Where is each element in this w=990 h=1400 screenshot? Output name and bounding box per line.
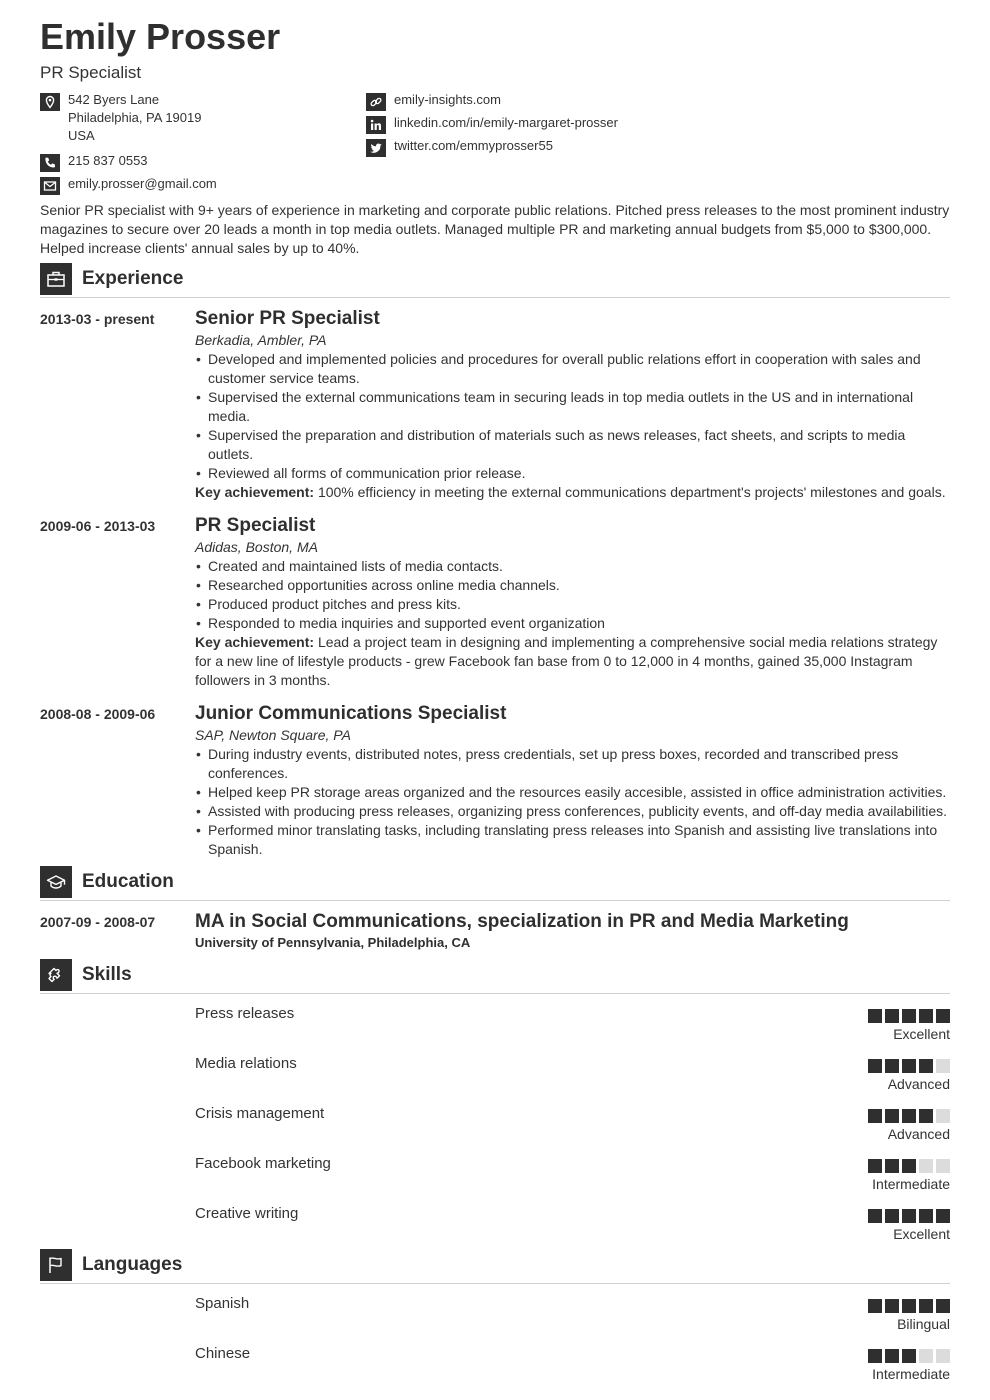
- skill-level: Advanced: [887, 1126, 950, 1142]
- rating-square: [868, 1159, 882, 1173]
- job-bullet: • Assisted with producing press releases, organizing press conferences, publicity events, and off-day media availabilities.: [195, 802, 952, 821]
- rating-square: [885, 1209, 899, 1223]
- languages-heading: Languages: [82, 1254, 183, 1275]
- job-bullets: [195, 557, 952, 633]
- job-bullet: • Responded to media inquiries and supported event organization: [195, 614, 952, 633]
- rating-square: [936, 1009, 950, 1023]
- job-company: Adidas, Boston, MA: [195, 539, 318, 555]
- skill-rating: [868, 1109, 950, 1123]
- rating-square: [936, 1159, 950, 1173]
- skill-name: Press releases: [195, 1005, 295, 1022]
- rating-square: [885, 1349, 899, 1363]
- rating-square: [902, 1059, 916, 1073]
- website-link[interactable]: emily-insights.com: [394, 92, 501, 107]
- skill-name: Facebook marketing: [195, 1155, 331, 1172]
- rating-square: [868, 1209, 882, 1223]
- rating-square: [885, 1059, 899, 1073]
- education-heading: Education: [82, 871, 174, 892]
- contact-twitter: [366, 137, 766, 157]
- rating-square: [902, 1159, 916, 1173]
- skill-rating: [868, 1059, 950, 1073]
- languages-section-header: [40, 1249, 950, 1284]
- rating-square: [919, 1059, 933, 1073]
- job-bullets: [195, 745, 952, 859]
- rating-square: [919, 1159, 933, 1173]
- skills-heading: Skills: [82, 964, 132, 985]
- contact-linkedin: [366, 114, 766, 134]
- rating-square: [919, 1349, 933, 1363]
- rating-square: [902, 1109, 916, 1123]
- rating-square: [885, 1159, 899, 1173]
- rating-square: [868, 1109, 882, 1123]
- skill-level: Intermediate: [872, 1176, 950, 1192]
- rating-square: [919, 1109, 933, 1123]
- skill-name: Media relations: [195, 1055, 297, 1072]
- rating-square: [919, 1299, 933, 1313]
- language-name: Spanish: [195, 1295, 250, 1312]
- job-bullet: • Performed minor translating tasks, including translating press releases into Spanish and assisting live translations into Spanish.: [195, 821, 952, 859]
- phone-icon: [40, 154, 60, 172]
- job-bullet: • Produced product pitches and press kits.: [195, 595, 952, 614]
- job-bullet: • Created and maintained lists of media contacts.: [195, 557, 952, 576]
- linkedin-link[interactable]: linkedin.com/in/emily-margaret-prosser: [394, 115, 618, 130]
- puzzle-icon: [40, 959, 72, 991]
- job-role: Senior PR Specialist: [195, 308, 380, 329]
- language-rating: [868, 1349, 950, 1363]
- candidate-title: PR Specialist: [40, 63, 142, 82]
- skill-name: Crisis management: [195, 1105, 325, 1122]
- profile-summary: Senior PR specialist with 9+ years of experience in marketing and corporate public relations. Pitched press releases to the most prominent industry magazines to secure over 20 leads a month in top media outlets. Managed multiple PR and marketing annual budgets from $5,000 to $300,000. Helped increase clients' annual sales by up to 40%.: [40, 202, 950, 256]
- job-bullet: • Supervised the external communications team in securing leads in top media outlets in the US and in international media.: [195, 388, 952, 426]
- job-bullet: • Researched opportunities across online media channels.: [195, 576, 952, 595]
- rating-square: [902, 1009, 916, 1023]
- flag-icon: [40, 1249, 72, 1281]
- experience-heading: Experience: [82, 268, 184, 289]
- briefcase-icon: [40, 263, 72, 295]
- language-row: [195, 1345, 950, 1389]
- rating-square: [936, 1299, 950, 1313]
- language-name: Chinese: [195, 1345, 251, 1362]
- skill-name: Creative writing: [195, 1205, 299, 1222]
- phone-text[interactable]: 215 837 0553: [68, 153, 148, 168]
- rating-square: [919, 1209, 933, 1223]
- contact-website: [366, 91, 766, 111]
- skill-row: [195, 1205, 950, 1249]
- language-row: [195, 1295, 950, 1339]
- contact-left: [40, 91, 340, 195]
- rating-square: [885, 1299, 899, 1313]
- key-achievement-text: Lead a project team in designing and implementing a comprehensive social media relations strategy for a new line of lifestyle products - grew Facebook fan base from 0 to 12,000 in 4 months, gained 35,000 Instagram followers in 3 months.: [195, 634, 938, 688]
- contact-email: [40, 175, 340, 195]
- address-line-2: Philadelphia, PA 19019: [68, 110, 202, 125]
- education-dates: 2007-09 - 2008-07: [40, 914, 156, 930]
- map-pin-icon: [40, 93, 60, 111]
- skill-rating: [868, 1209, 950, 1223]
- skill-row: [195, 1055, 950, 1099]
- skill-rating: [868, 1009, 950, 1023]
- address-line-3: USA: [68, 128, 95, 143]
- skill-row: [195, 1005, 950, 1049]
- rating-square: [868, 1009, 882, 1023]
- email-text[interactable]: emily.prosser@gmail.com: [68, 176, 217, 191]
- envelope-icon: [40, 177, 60, 195]
- job-role: Junior Communications Specialist: [195, 703, 507, 724]
- job-dates: 2009-06 - 2013-03: [40, 518, 156, 534]
- job-bullet: • Helped keep PR storage areas organized and the resources easily accesible, assisted in office administration activities.: [195, 783, 952, 802]
- rating-square: [902, 1349, 916, 1363]
- rating-square: [936, 1209, 950, 1223]
- rating-square: [936, 1349, 950, 1363]
- skill-row: [195, 1155, 950, 1199]
- skill-level: Excellent: [893, 1226, 950, 1242]
- rating-square: [936, 1109, 950, 1123]
- skill-row: [195, 1105, 950, 1149]
- rating-square: [919, 1009, 933, 1023]
- rating-square: [868, 1059, 882, 1073]
- key-achievement-label: Key achievement:: [195, 484, 315, 500]
- rating-square: [902, 1209, 916, 1223]
- address-line-1: 542 Byers Lane: [68, 92, 160, 107]
- twitter-link[interactable]: twitter.com/emmyprosser55: [394, 138, 553, 153]
- skills-section-header: [40, 959, 950, 994]
- contact-address: [40, 91, 340, 149]
- job-bullet: • During industry events, distributed notes, press credentials, set up press boxes, recorded and transcribed press conferences.: [195, 745, 952, 783]
- key-achievement: [195, 483, 952, 502]
- skill-rating: [868, 1159, 950, 1173]
- candidate-name: Emily Prosser: [40, 16, 281, 57]
- key-achievement-text: 100% efficiency in meeting the external communications department's projects' milestones and goals.: [314, 484, 946, 500]
- education-degree: MA in Social Communications, specialization in PR and Media Marketing: [195, 911, 849, 932]
- key-achievement: [195, 633, 952, 690]
- education-section-header: [40, 866, 950, 901]
- rating-square: [868, 1349, 882, 1363]
- job-company: Berkadia, Ambler, PA: [195, 332, 327, 348]
- job-role: PR Specialist: [195, 515, 316, 536]
- twitter-icon: [366, 139, 386, 157]
- skill-level: Excellent: [893, 1026, 950, 1042]
- job-dates: 2013-03 - present: [40, 311, 155, 327]
- rating-square: [885, 1109, 899, 1123]
- job-bullets: [195, 350, 952, 483]
- contact-right: [366, 91, 766, 157]
- graduation-cap-icon: [40, 866, 72, 898]
- job-company: SAP, Newton Square, PA: [195, 727, 351, 743]
- job-bullet: • Developed and implemented policies and procedures for overall public relations effort in cooperation with sales and customer service teams.: [195, 350, 952, 388]
- education-school: University of Pennsylvania, Philadelphia, CA: [195, 935, 471, 950]
- rating-square: [885, 1009, 899, 1023]
- job-bullet: • Supervised the preparation and distribution of materials such as news releases, fact sheets, and scripts to media outlets.: [195, 426, 952, 464]
- linkedin-icon: [366, 116, 386, 134]
- job-dates: 2008-08 - 2009-06: [40, 706, 156, 722]
- language-level: Bilingual: [897, 1316, 950, 1332]
- language-rating: [868, 1299, 950, 1313]
- contact-phone: [40, 152, 340, 172]
- rating-square: [936, 1059, 950, 1073]
- key-achievement-label: Key achievement:: [195, 634, 315, 650]
- rating-square: [868, 1299, 882, 1313]
- experience-section-header: [40, 263, 950, 298]
- job-bullet: • Reviewed all forms of communication prior release.: [195, 464, 952, 483]
- rating-square: [902, 1299, 916, 1313]
- link-icon: [366, 93, 386, 111]
- language-level: Intermediate: [872, 1366, 950, 1382]
- skill-level: Advanced: [887, 1076, 950, 1092]
